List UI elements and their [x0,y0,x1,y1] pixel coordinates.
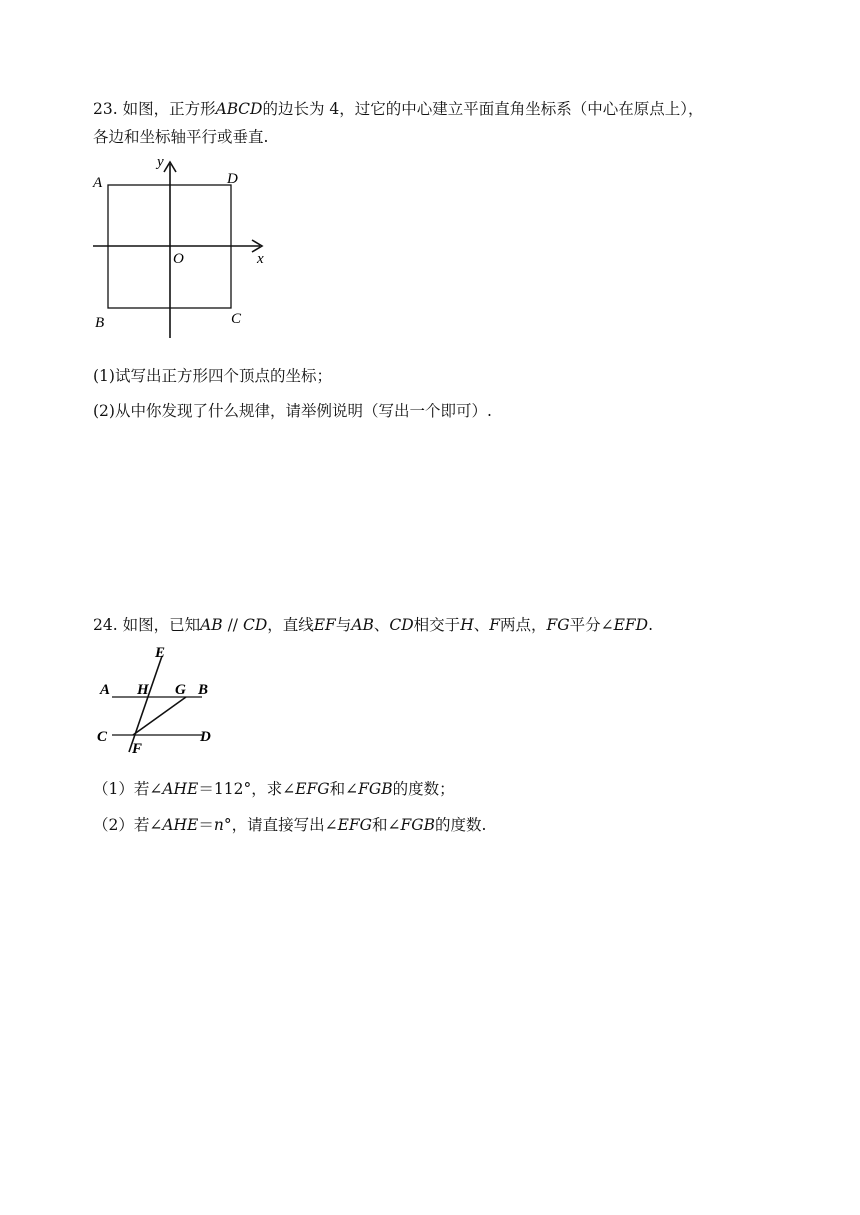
problem-23-question-1: (1)试写出正方形四个顶点的坐标； [93,367,332,385]
problem-24-question-1: （1）若∠𝐴𝐻𝐸＝112°，求∠𝐸𝐹𝐺和∠𝐹𝐺𝐵的度数； [93,780,455,798]
label-b: B [95,315,105,331]
problem-24-question-2: （2）若∠𝐴𝐻𝐸＝𝑛°，请直接写出∠𝐸𝐹𝐺和∠𝐹𝐺𝐵的度数. [93,816,487,834]
label-c: C [231,311,242,327]
label-o: O [173,251,184,267]
label-f: F [132,741,143,757]
label-c: C [97,729,108,745]
label-x: x [257,251,264,267]
problem-23-statement-line1: 23. 如图，正方形𝐴𝐵𝐶𝐷的边长为 4，过它的中心建立平面直角坐标系（中心在原点上）， [93,100,704,118]
label-h: H [137,682,149,698]
problem-24-figure [92,640,227,760]
label-g: G [175,682,186,698]
label-y: y [157,154,164,170]
problem-24-statement: 24. 如图，已知𝐴𝐵 // 𝐶𝐷，直线𝐸𝐹与𝐴𝐵、𝐶𝐷相交于𝐻、𝐹两点，𝐹𝐺平分∠𝐸𝐹𝐷. [93,616,654,634]
problem-23-figure [88,150,273,342]
line-ef [129,656,162,752]
label-e: E [155,645,166,661]
problem-23-question-2: (2)从中你发现了什么规律，请举例说明（写出一个即可）. [93,402,492,420]
label-b: B [198,682,209,698]
label-a: A [100,682,111,698]
label-a: A [93,175,103,191]
label-d: D [200,729,211,745]
label-d: D [227,171,238,187]
problem-23-statement-line2: 各边和坐标轴平行或垂直. [93,128,269,146]
